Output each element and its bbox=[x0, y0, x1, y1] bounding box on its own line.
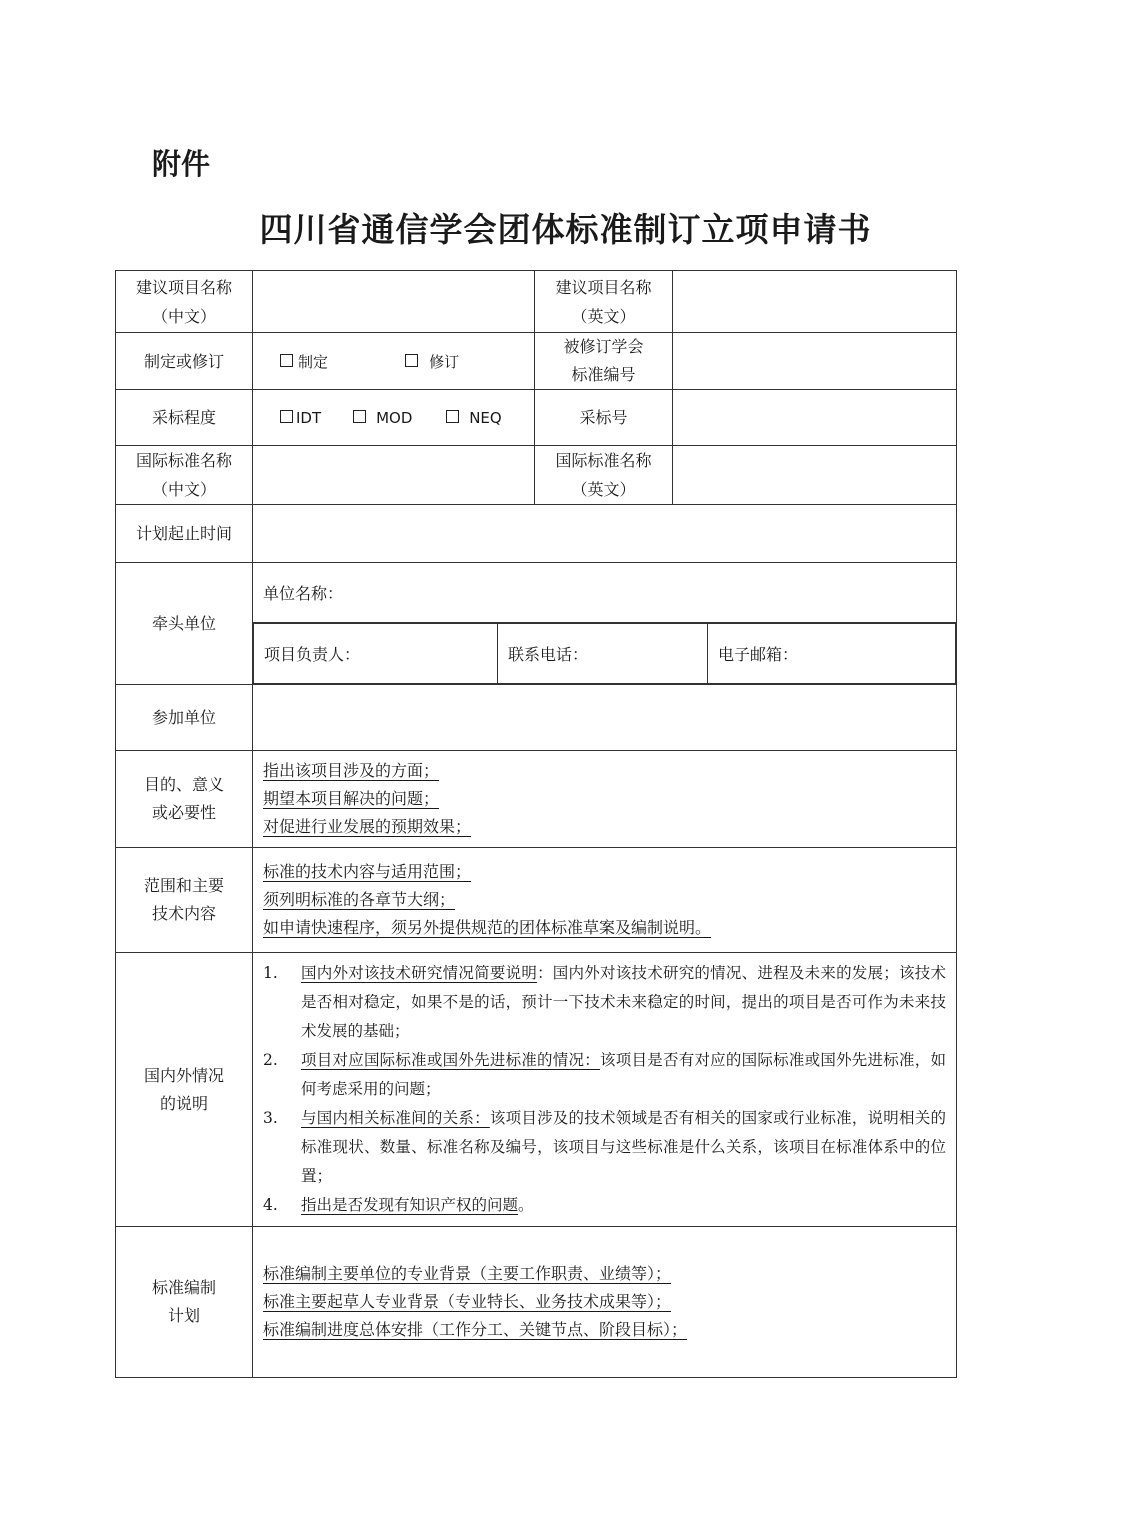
label-line: 建议项目名称 bbox=[135, 277, 232, 297]
option-revise[interactable] bbox=[405, 351, 459, 372]
row-adoption bbox=[116, 390, 957, 446]
option-label: 修订 bbox=[429, 352, 460, 371]
option-label: NEQ bbox=[469, 409, 502, 427]
label-line: 标准编号 bbox=[571, 365, 636, 384]
revise-options bbox=[253, 333, 535, 390]
input-intl-name-en[interactable] bbox=[673, 446, 957, 505]
item-body: 该项目是否有对应的国际标准或国外先进标准，如何考虑采用的问题； bbox=[301, 1051, 946, 1098]
item-heading: 与国内相关标准间的关系： bbox=[301, 1109, 490, 1127]
item-heading: 项目对应国际标准或国外先进标准的情况： bbox=[301, 1051, 601, 1069]
row-scope bbox=[116, 848, 957, 953]
status-item-3 bbox=[263, 1104, 946, 1191]
checkbox-icon[interactable] bbox=[405, 354, 418, 367]
row-project-name bbox=[116, 271, 957, 333]
item-number: 3. bbox=[263, 1109, 278, 1127]
plan-guidance[interactable] bbox=[253, 1227, 957, 1378]
label-adoption-degree: 采标程度 bbox=[116, 390, 253, 446]
item-heading: 国内外对该技术研究情况简要说明 bbox=[301, 964, 538, 982]
input-project-name-en[interactable] bbox=[673, 271, 957, 333]
field-phone[interactable]: 联系电话： bbox=[498, 624, 708, 684]
document-title: 四川省通信学会团体标准制订立项申请书 bbox=[259, 210, 872, 249]
guidance-line: 标准主要起草人专业背景（专业特长、业务技术成果等）； bbox=[263, 1292, 672, 1311]
guidance-line: 标准的技术内容与适用范围； bbox=[263, 862, 472, 881]
label-line: 目的、意义 bbox=[143, 775, 224, 794]
adoption-options bbox=[253, 390, 535, 446]
label-intl-name-en bbox=[535, 446, 673, 505]
option-label: 制定 bbox=[298, 352, 329, 371]
row-join-units bbox=[116, 685, 957, 751]
option-label: MOD bbox=[376, 409, 413, 427]
checkbox-icon[interactable] bbox=[280, 410, 293, 423]
label-line: 的说明 bbox=[159, 1093, 208, 1113]
status-guidance[interactable] bbox=[253, 953, 957, 1227]
checkbox-icon[interactable] bbox=[446, 410, 459, 423]
row-purpose bbox=[116, 751, 957, 848]
guidance-line: 标准编制进度总体安排（工作分工、关键节点、阶段目标）； bbox=[263, 1320, 688, 1339]
input-revised-standard-no[interactable] bbox=[673, 333, 957, 390]
label-line: （中文） bbox=[151, 306, 216, 326]
input-plan-time[interactable] bbox=[253, 505, 957, 563]
field-email[interactable]: 电子邮箱： bbox=[708, 624, 956, 684]
lead-contact-table bbox=[253, 623, 956, 684]
label-line: 建议项目名称 bbox=[555, 277, 652, 297]
label-line: 国际标准名称 bbox=[555, 451, 652, 470]
lead-contact-cell bbox=[253, 623, 957, 685]
label-line: 标准编制 bbox=[151, 1278, 216, 1297]
status-item-2 bbox=[263, 1046, 946, 1104]
guidance-line: 须列明标准的各章节大纲； bbox=[263, 890, 456, 909]
option-mod[interactable] bbox=[353, 409, 441, 427]
checkbox-icon[interactable] bbox=[353, 410, 366, 423]
item-body: 。 bbox=[518, 1196, 534, 1214]
field-unit-name[interactable]: 单位名称： bbox=[253, 563, 957, 623]
guidance-line: 对促进行业发展的预期效果； bbox=[263, 817, 472, 836]
guidance-line: 期望本项目解决的问题； bbox=[263, 789, 440, 808]
label-intl-name-cn bbox=[116, 446, 253, 505]
row-revise bbox=[116, 333, 957, 390]
status-item-1 bbox=[263, 959, 946, 1046]
item-number: 2. bbox=[263, 1051, 278, 1069]
label-join-units: 参加单位 bbox=[116, 685, 253, 751]
label-line: 被修订学会 bbox=[563, 337, 644, 356]
label-line: （中文） bbox=[151, 480, 216, 499]
scope-guidance[interactable] bbox=[253, 848, 957, 953]
row-intl-standard bbox=[116, 446, 957, 505]
label-purpose bbox=[116, 751, 253, 848]
item-body: 该项目涉及的技术领域是否有相关的国家或行业标准，说明相关的标准现状、数量、标准名称及编号，该项目与这些标准是什么关系，该项目在标准体系中的位置； bbox=[301, 1109, 947, 1185]
row-lead-unit bbox=[116, 563, 957, 623]
input-project-name-cn[interactable] bbox=[253, 271, 535, 333]
application-form bbox=[115, 270, 957, 1378]
label-line: 或必要性 bbox=[151, 803, 216, 822]
option-neq[interactable] bbox=[446, 409, 502, 427]
label-revise: 制定或修订 bbox=[116, 333, 253, 390]
label-scope bbox=[116, 848, 253, 953]
label-revised-standard-no bbox=[535, 333, 673, 390]
label-line: 范围和主要 bbox=[143, 876, 224, 895]
row-plan bbox=[116, 1227, 957, 1378]
label-lead-unit: 牵头单位 bbox=[116, 563, 253, 685]
label-line: 国内外情况 bbox=[143, 1065, 224, 1085]
input-adoption-no[interactable] bbox=[673, 390, 957, 446]
label-project-name-cn bbox=[116, 271, 253, 333]
purpose-guidance[interactable] bbox=[253, 751, 957, 848]
annex-label: 附件 bbox=[152, 147, 211, 181]
row-plan-time bbox=[116, 505, 957, 563]
item-number: 4. bbox=[263, 1196, 278, 1214]
label-line: 计划 bbox=[167, 1306, 200, 1325]
label-line: 技术内容 bbox=[151, 904, 216, 923]
status-item-4 bbox=[263, 1191, 946, 1220]
guidance-line: 如申请快速程序，须另外提供规范的团体标准草案及编制说明。 bbox=[263, 918, 712, 937]
option-label: IDT bbox=[296, 409, 322, 427]
checkbox-icon[interactable] bbox=[280, 354, 293, 367]
label-project-name-en bbox=[535, 271, 673, 333]
label-adoption-no: 采标号 bbox=[535, 390, 673, 446]
label-line: 国际标准名称 bbox=[135, 451, 232, 470]
option-establish[interactable] bbox=[280, 351, 400, 372]
input-join-units[interactable] bbox=[253, 685, 957, 751]
input-intl-name-cn[interactable] bbox=[253, 446, 535, 505]
row-status bbox=[116, 953, 957, 1227]
label-plan-time: 计划起止时间 bbox=[116, 505, 253, 563]
label-line: （英文） bbox=[571, 480, 636, 499]
label-status bbox=[116, 953, 253, 1227]
label-line: （英文） bbox=[571, 306, 636, 326]
guidance-line: 标准编制主要单位的专业背景（主要工作职责、业绩等）； bbox=[263, 1264, 672, 1283]
item-body: ：国内外对该技术研究的情况、进程及未来的发展；该技术是否相对稳定，如果不是的话，预计一下技术未来稳定的时间，提出的项目是否可作为未来技术发展的基础； bbox=[301, 964, 947, 1040]
item-heading: 指出是否发现有知识产权的问题 bbox=[301, 1196, 519, 1214]
item-number: 1. bbox=[263, 964, 278, 982]
field-project-leader[interactable]: 项目负责人： bbox=[254, 624, 498, 684]
label-plan bbox=[116, 1227, 253, 1378]
guidance-line: 指出该项目涉及的方面； bbox=[263, 761, 440, 780]
option-idt[interactable] bbox=[280, 409, 348, 427]
